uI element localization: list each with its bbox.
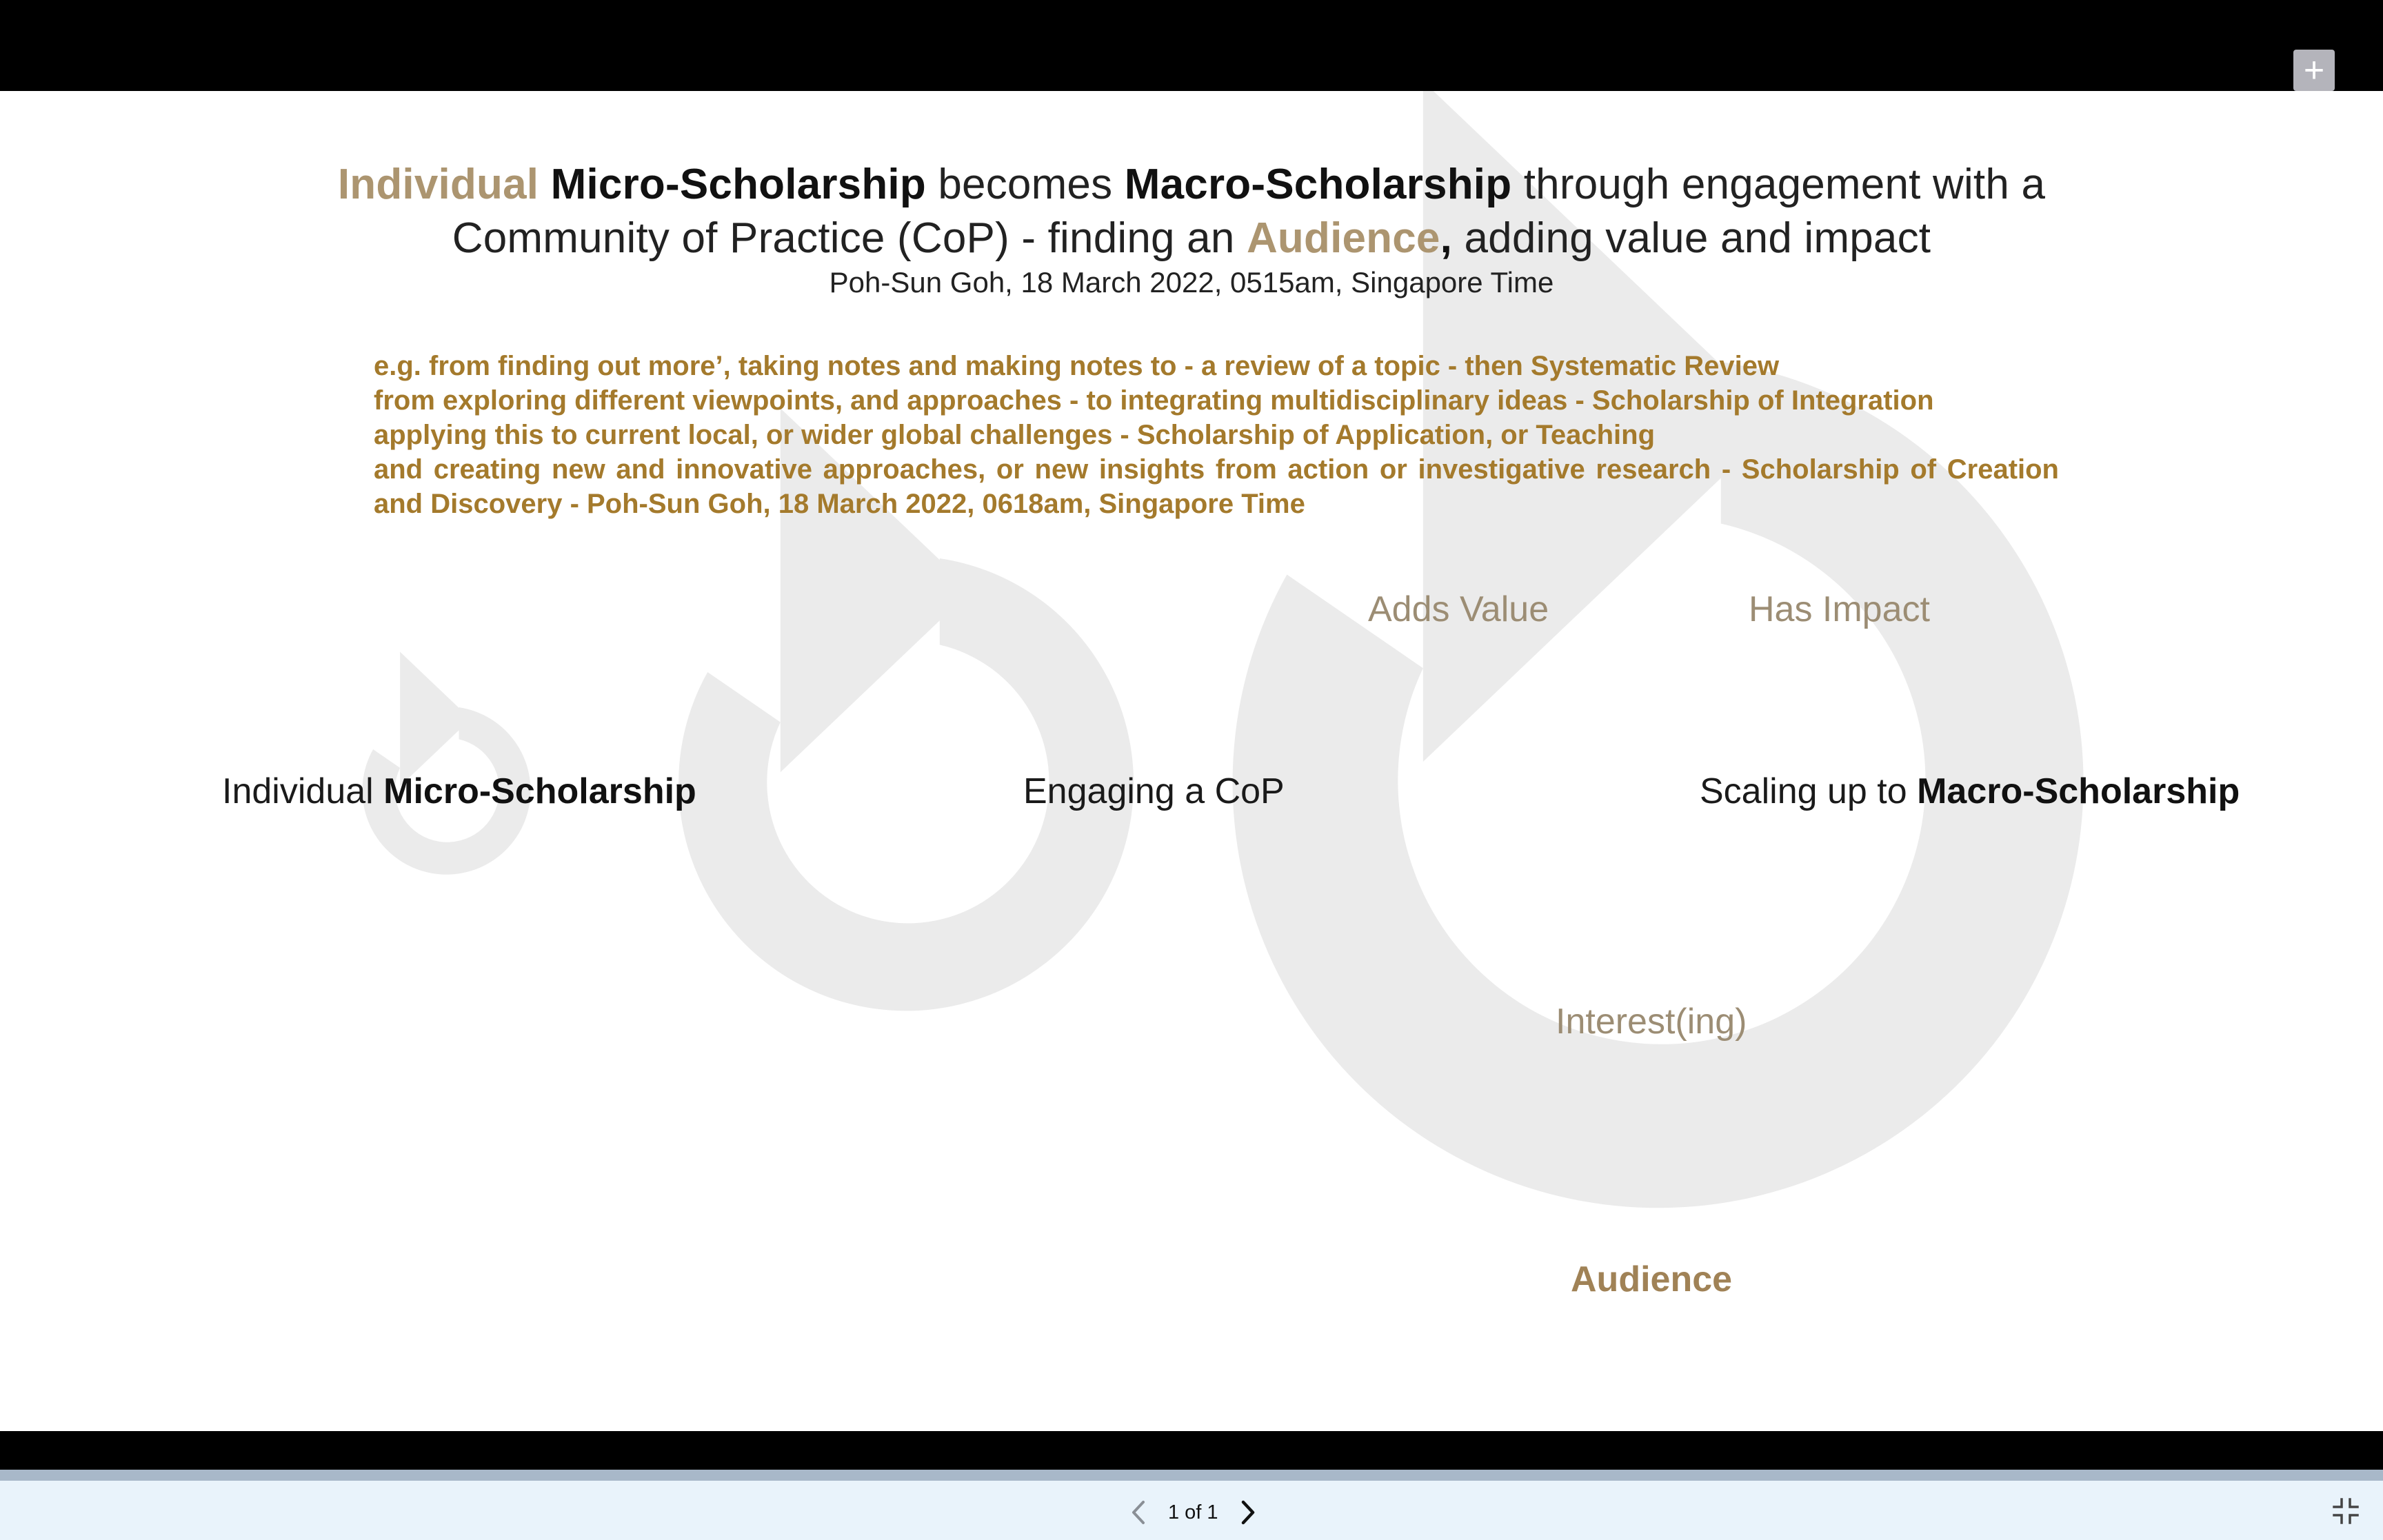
title-phrase-adding: adding value and impact (1464, 214, 1931, 262)
notes-block (374, 349, 2059, 521)
notes-line: e.g. from finding out more’, taking notes and making notes to - a review of a topic - then Systematic Review (374, 351, 1780, 381)
label-stage-macro-bold: Macro-Scholarship (1917, 771, 2240, 811)
label-stage-cop: Engaging a CoP (1023, 771, 1285, 811)
label-stage-macro (1700, 771, 2240, 812)
title-comma: , (1440, 214, 1453, 262)
chevron-left-icon (1131, 1500, 1146, 1525)
label-adds-value: Adds Value (1368, 589, 1549, 629)
label-audience: Audience (1571, 1259, 1733, 1299)
title-phrase-cop: Community of Practice (CoP) - finding an (452, 214, 1235, 262)
page-indicator: 1 of 1 (1168, 1501, 1218, 1523)
plus-icon: + (2303, 50, 2325, 90)
zoom-in-button[interactable] (2293, 50, 2335, 91)
slide-title-line2 (0, 214, 2383, 263)
title-word-audience: Audience (1246, 214, 1440, 262)
label-stage-individual (222, 771, 696, 812)
title-word-individual: Individual (337, 161, 539, 208)
progress-bar (0, 1470, 2383, 1481)
chevron-right-icon (1240, 1500, 1256, 1525)
viewer-top-bar (0, 0, 2383, 91)
title-phrase-through: through engagement with a (1523, 161, 2046, 208)
refresh-circle-icon-small (362, 651, 530, 874)
title-word-micro: Micro-Scholarship (550, 161, 926, 208)
notes-line: applying this to current local, or wider global challenges - Scholarship of Application, or Teaching (374, 420, 1656, 450)
slide-canvas (0, 91, 2383, 1431)
title-word-macro: Macro-Scholarship (1124, 161, 1512, 208)
label-stage-macro-prefix: Scaling up to (1700, 771, 1907, 811)
exit-fullscreen-button[interactable] (2332, 1497, 2360, 1525)
collapse-icon (2332, 1497, 2360, 1525)
label-has-impact: Has Impact (1749, 589, 1930, 629)
prev-page-button[interactable] (1124, 1498, 1153, 1527)
label-stage-individual-prefix: Individual (222, 771, 374, 811)
slide-title-line1 (0, 160, 2383, 209)
pagination (1124, 1496, 1263, 1529)
viewer-bottom-band (0, 1431, 2383, 1470)
label-interesting: Interest(ing) (1556, 1002, 1747, 1042)
slide-subtitle: Poh-Sun Goh, 18 March 2022, 0515am, Singapore Time (829, 266, 1554, 298)
notes-line: and creating new and innovative approaches, or new insights from action or investigative research - Scholarship of Creation and Discovery - Poh-Sun Goh, 18 March 2022, 0618am, Singapore Time (374, 454, 2059, 519)
notes-line: from exploring different viewpoints, and approaches - to integrating multidisciplinary ideas - Scholarship of Integration (374, 385, 1934, 416)
next-page-button[interactable] (1234, 1498, 1263, 1527)
title-word-becomes: becomes (938, 161, 1113, 208)
label-stage-individual-bold: Micro-Scholarship (383, 771, 696, 811)
